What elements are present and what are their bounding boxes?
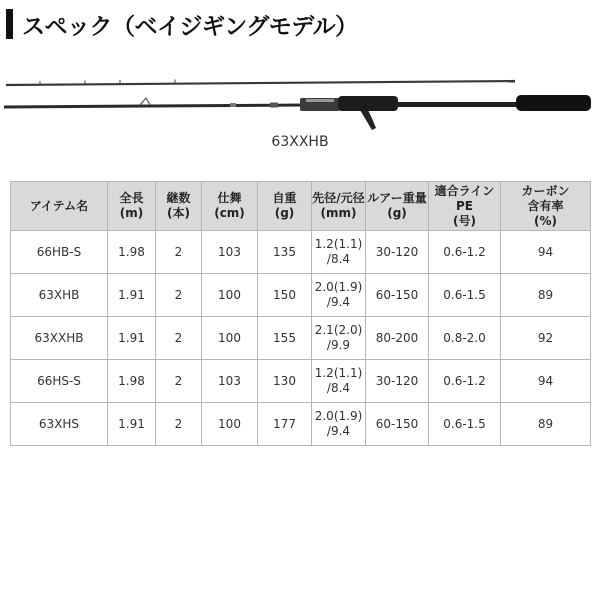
table-cell: 63XHB <box>11 274 108 317</box>
rod-winding-2 <box>270 103 278 108</box>
rod-image <box>0 70 600 130</box>
table-cell: 63XXHB <box>11 317 108 360</box>
table-cell: 66HB-S <box>11 231 108 274</box>
reel-trigger <box>360 110 376 130</box>
column-header <box>501 182 591 231</box>
table-cell: 130 <box>258 360 312 403</box>
table-row <box>11 231 591 274</box>
table-row <box>11 274 591 317</box>
table-cell: 60-150 <box>366 403 429 446</box>
table-cell-line: /9.9 <box>326 338 351 352</box>
table-cell-line: 1.2(1.1) <box>314 366 363 380</box>
table-cell: 0.6-1.5 <box>429 403 501 446</box>
column-header <box>258 182 312 231</box>
table-cell: 66HS-S <box>11 360 108 403</box>
table-cell: 2 <box>156 274 202 317</box>
column-header-line: アイテム名 <box>29 198 89 213</box>
table-header-row <box>11 182 591 231</box>
column-header-line: (g) <box>387 206 407 220</box>
table-cell-line: 2.0(1.9) <box>314 280 363 294</box>
table-cell-line: 1.2(1.1) <box>314 237 363 251</box>
table-cell-line: /8.4 <box>326 252 351 266</box>
table-cell: 94 <box>501 231 591 274</box>
table-cell: 0.8-2.0 <box>429 317 501 360</box>
reel-seat-body <box>338 96 398 111</box>
column-header-line: ルアー重量 <box>367 191 427 205</box>
table-row <box>11 360 591 403</box>
column-header-line: (cm) <box>214 206 245 220</box>
column-header-line: (号) <box>453 213 476 228</box>
table-cell: 1.98 <box>108 231 156 274</box>
table-cell: 80-200 <box>366 317 429 360</box>
butt-guide <box>140 98 150 105</box>
table-cell: 2 <box>156 360 202 403</box>
table-cell: 0.6-1.5 <box>429 274 501 317</box>
table-cell: 0.6-1.2 <box>429 231 501 274</box>
column-header-line: PE <box>456 198 473 213</box>
column-header-line: 含有率 <box>527 198 564 213</box>
column-header <box>202 182 258 231</box>
table-cell-line: /8.4 <box>326 381 351 395</box>
column-header-line: 全長 <box>119 191 144 205</box>
table-cell: 1.91 <box>108 403 156 446</box>
column-header-line: 先径/元径 <box>312 191 365 205</box>
column-header <box>11 182 108 231</box>
table-cell: 0.6-1.2 <box>429 360 501 403</box>
table-cell-line: 2.0(1.9) <box>314 409 363 423</box>
column-header <box>366 182 429 231</box>
column-header-line: 継数 <box>166 191 191 205</box>
column-header-line: (g) <box>274 206 295 220</box>
rod-illustration <box>0 70 600 130</box>
table-cell: 1.91 <box>108 317 156 360</box>
column-header <box>156 182 202 231</box>
table-cell: 1.91 <box>108 274 156 317</box>
table-cell-line: /9.4 <box>326 295 351 309</box>
table-cell: 100 <box>202 274 258 317</box>
rod-tip-section <box>6 81 515 85</box>
column-header-line: (mm) <box>320 206 357 220</box>
table-cell <box>312 317 366 360</box>
reel-seat-hood <box>306 99 334 102</box>
table-cell <box>312 403 366 446</box>
table-cell <box>312 360 366 403</box>
column-header <box>312 182 366 231</box>
table-cell: 177 <box>258 403 312 446</box>
table-cell: 150 <box>258 274 312 317</box>
column-header-line: 自重 <box>272 191 297 205</box>
column-header-line: 仕舞 <box>217 191 242 205</box>
column-header <box>429 182 501 231</box>
table-cell <box>312 274 366 317</box>
table-row <box>11 317 591 360</box>
table-body <box>11 231 591 446</box>
column-header-line: カーボン <box>521 183 570 198</box>
column-header-line: (m) <box>119 206 144 220</box>
table-row <box>11 403 591 446</box>
table-cell: 94 <box>501 360 591 403</box>
spec-table <box>10 181 591 446</box>
table-cell: 100 <box>202 403 258 446</box>
table-cell: 155 <box>258 317 312 360</box>
table-cell: 63XHS <box>11 403 108 446</box>
table-cell: 1.98 <box>108 360 156 403</box>
table-cell: 103 <box>202 231 258 274</box>
rod-winding <box>230 103 236 107</box>
page-title: スペック（ベイジギングモデル） <box>22 14 358 40</box>
table-cell: 89 <box>501 403 591 446</box>
column-header <box>108 182 156 231</box>
table-cell <box>312 231 366 274</box>
table-cell: 30-120 <box>366 360 429 403</box>
rod-caption: 63XXHB <box>271 134 329 150</box>
table-cell: 30-120 <box>366 231 429 274</box>
rod-handle-shaft <box>396 102 516 107</box>
title-accent-bar <box>6 9 13 39</box>
table-cell-line: 2.1(2.0) <box>314 323 363 337</box>
column-header-line: (本) <box>167 206 190 220</box>
table-cell: 60-150 <box>366 274 429 317</box>
table-cell: 2 <box>156 231 202 274</box>
table-cell: 135 <box>258 231 312 274</box>
column-header-line: (%) <box>534 213 557 228</box>
column-header-line: 適合ライン <box>434 183 495 198</box>
table-cell: 100 <box>202 317 258 360</box>
table-cell: 92 <box>501 317 591 360</box>
table-cell: 2 <box>156 403 202 446</box>
table-cell: 103 <box>202 360 258 403</box>
table-cell-line: /9.4 <box>326 424 351 438</box>
rear-grip <box>516 95 591 111</box>
table-cell: 89 <box>501 274 591 317</box>
rod-butt-blank <box>4 105 305 107</box>
table-cell: 2 <box>156 317 202 360</box>
